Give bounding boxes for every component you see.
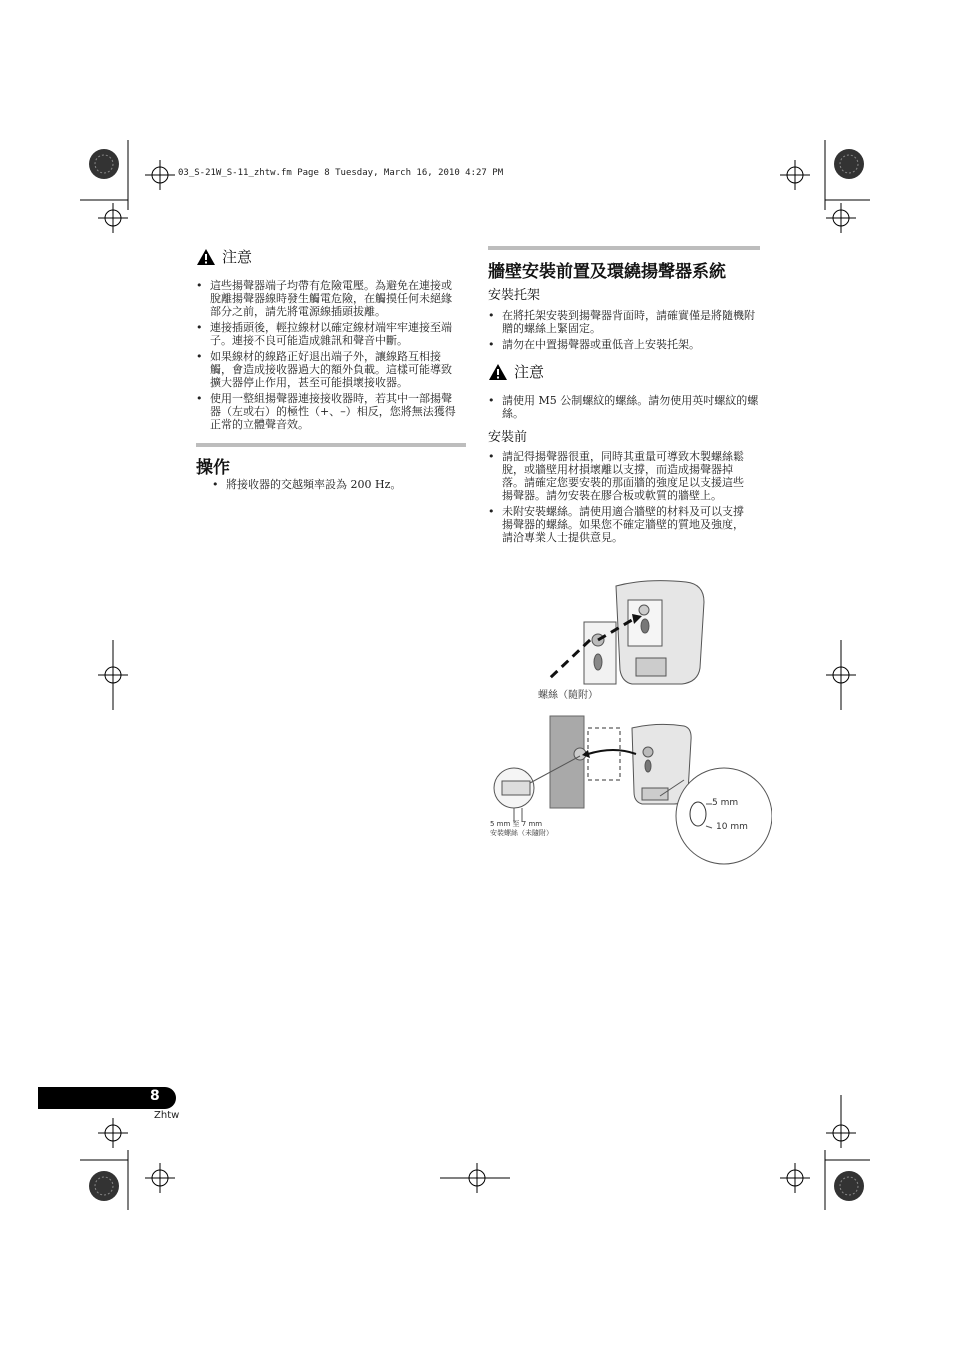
list-item: • 在將托架安裝到揚聲器背面時，請確實僅是將隨機附贈的螺絲上緊固定。 — [488, 309, 760, 335]
caution-title: 注意 — [514, 363, 545, 381]
caution-heading — [488, 361, 760, 382]
gap-label: 5 mm 至 7 mm — [490, 820, 543, 828]
list-item: • 請使用 M5 公制螺紋的螺絲。請勿使用英吋螺紋的螺絲。 — [488, 394, 760, 420]
before-list — [488, 450, 750, 544]
bracket-heading: 安裝托架 — [488, 288, 541, 303]
dimension-10mm: 10 mm — [716, 822, 748, 832]
operation-title: 操作 — [196, 458, 230, 478]
screw-included-label: 螺絲（隨附） — [538, 690, 598, 701]
caution-title: 注意 — [222, 248, 253, 266]
bracket-list — [488, 309, 760, 351]
section-rule — [488, 246, 760, 250]
right-column — [488, 246, 760, 547]
list-item: • 請記得揚聲器很重，同時其重量可導致木製螺絲鬆脫，或牆壁用材損壞離以支撐，而造成揚聲器掉落。請確定您要安裝的那面牆的強度足以支援這些揚聲器。請勿安裝在膠合板或軟質的牆壁上。 — [488, 450, 750, 502]
caution-heading — [196, 246, 466, 267]
warning-icon — [488, 363, 508, 381]
section-rule — [196, 443, 466, 447]
list-item: • 未附安裝螺絲。請使用適合牆壁的材料及可以支撐揚聲器的螺絲。如果您不確定牆壁的質地及強度，請洽專業人士提供意見。 — [488, 505, 750, 544]
speaker-back-image — [616, 581, 704, 684]
left-column — [196, 246, 466, 494]
warning-icon — [196, 248, 216, 266]
mount-screw-label: 安裝螺絲（未隨附） — [490, 829, 553, 837]
mounting-figure — [486, 578, 772, 866]
language-code: Zhtw — [154, 1110, 180, 1121]
page-number: 8 — [150, 1088, 160, 1104]
list-item: • 使用一整組揚聲器連接接收器時，若其中一部揚聲器（左或右）的極性（+、–）相反，您將無法獲得正常的立體聲音效。 — [196, 392, 458, 431]
caution-list — [488, 394, 760, 420]
list-item: • 連接插頭後，輕拉線材以確定線材端牢牢連接至端子。連接不良可能造成雜訊和聲音中斷。 — [196, 321, 458, 347]
list-item: • 如果線材的線路正好退出端子外，讓線路互相接觸，會造成接收器過大的額外負載。這樣可能導致擴大器停止作用，甚至可能損壞接收器。 — [196, 350, 458, 389]
list-item: • 將接收器的交越頻率設為 200 Hz。 — [212, 478, 466, 491]
section-title: 牆壁安裝前置及環繞揚聲器系統 — [488, 262, 726, 282]
list-item: • 請勿在中置揚聲器或重低音上安裝托架。 — [488, 338, 760, 351]
file-info-header: 03_S-21W_S-11_zhtw.fm Page 8 Tuesday, March 16, 2010 4:27 PM — [178, 168, 504, 178]
caution-list — [196, 279, 458, 431]
before-heading: 安裝前 — [488, 430, 528, 445]
dimension-5mm: 5 mm — [712, 798, 739, 808]
list-item: • 這些揚聲器端子均帶有危險電壓。為避免在連接或脫離揚聲器線時發生觸電危險，在觸摸任何未絕緣部分之前，請先將電源線插頭拔離。 — [196, 279, 458, 318]
operation-list — [196, 478, 466, 491]
